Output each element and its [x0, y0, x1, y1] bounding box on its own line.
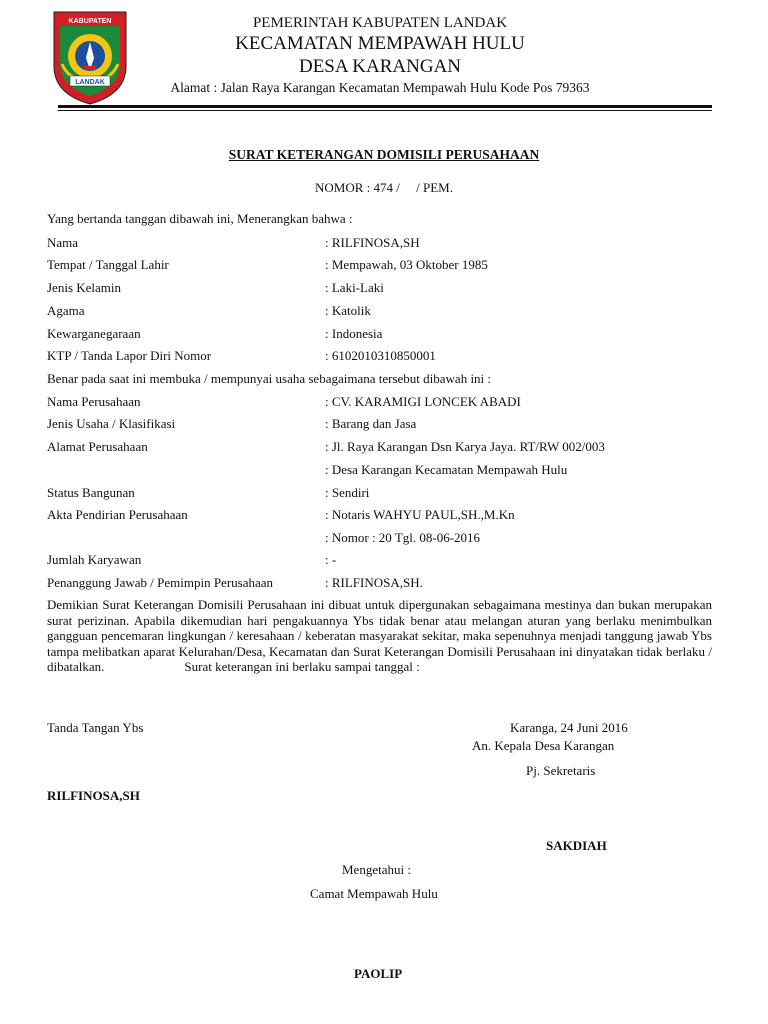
field-label: Jenis Kelamin [47, 280, 122, 295]
field-value: : Indonesia [325, 326, 383, 341]
field-value: : Laki-Laki [325, 280, 384, 295]
field-value: : Jl. Raya Karangan Dsn Karya Jaya. RT/RW 002/003 [325, 439, 605, 454]
field-value: : Katolik [325, 303, 371, 318]
field-value: : 6102010310850001 [325, 348, 436, 363]
document-number: NOMOR : 474 / / PEM. [315, 180, 453, 195]
position-label: Pj. Sekretaris [526, 763, 596, 778]
header-government: PEMERINTAH KABUPATEN LANDAK [252, 15, 508, 31]
closing-paragraph [47, 597, 712, 675]
closing-text: Demikian Surat Keterangan Domisili Perusahaan ini dibuat untuk dipergunakan sebagaimana mestinya dan bukan merupakan surat perizinan. Apabila dikemudian hari pengakuannya Ybs tidak benar atau melangan aturan yang berlaku menimbulkan gangguan pencemaran lingkungan / keresahaan / keberatan masyarakat sekitar, maka sepenuhnya menjadi tanggung jawab Ybs tampa melibatkan aparat Kelurahan/Desa, Kecamatan dan Surat Keterangan Domisili Perusahaan ini dinyatakan tidak berlaku / dibatalkan. [47, 597, 712, 675]
field-value: : RILFINOSA,SH. [325, 575, 423, 590]
header-district: KECAMATAN MEMPAWAH HULU [235, 33, 525, 54]
header-address: Alamat : Jalan Raya Karangan Kecamatan Mempawah Hulu Kode Pos 79363 [170, 80, 590, 95]
field-value: : - [325, 552, 337, 567]
field-label: Penanggung Jawab / Pemimpin Perusahaan [47, 575, 274, 590]
camat-title: Camat Mempawah Hulu [310, 886, 438, 901]
logo-top-text: KABUPATEN [68, 18, 112, 25]
field-label: KTP / Tanda Lapor Diri Nomor [47, 348, 212, 363]
acknowledged-label: Mengetahui : [342, 862, 411, 877]
field-label: Agama [47, 303, 85, 318]
signature-left-label: Tanda Tangan Ybs [47, 720, 144, 735]
logo-bottom-text: LANDAK [75, 79, 105, 86]
field-value: : Nomor : 20 Tgl. 08-06-2016 [325, 530, 481, 545]
intro-text: Yang bertanda tanggan dibawah ini, Menerangkan bahwa : [47, 211, 353, 226]
field-label: Kewarganegaraan [47, 326, 141, 341]
field-label: Nama [47, 235, 79, 250]
field-value: : Barang dan Jasa [325, 416, 417, 431]
camat-name: PAOLIP [354, 966, 403, 981]
field-label: Akta Pendirian Perusahaan [47, 507, 188, 522]
signer-name-right: SAKDIAH [546, 838, 607, 853]
field-label: Jenis Usaha / Klasifikasi [47, 416, 176, 431]
field-label: Tempat / Tanggal Lahir [47, 257, 169, 272]
field-label: Status Bangunan [47, 485, 135, 500]
signer-name-left: RILFINOSA,SH [47, 788, 140, 803]
validity-text: Surat keterangan ini berlaku sampai tanggal : [184, 659, 420, 675]
on-behalf-label: An. Kepala Desa Karangan [472, 738, 615, 753]
field-value: : Sendiri [325, 485, 370, 500]
document-title: SURAT KETERANGAN DOMISILI PERUSAHAAN [228, 147, 540, 162]
field-value: : Notaris WAHYU PAUL,SH.,M.Kn [325, 507, 515, 522]
field-label: Nama Perusahaan [47, 394, 141, 409]
field-value: : Desa Karangan Kecamatan Mempawah Hulu [325, 462, 568, 477]
field-value: : Mempawah, 03 Oktober 1985 [325, 257, 488, 272]
header-rule-thick [58, 105, 712, 108]
field-label: Alamat Perusahaan [47, 439, 148, 454]
field-value: : CV. KARAMIGI LONCEK ABADI [325, 394, 521, 409]
field-value: : RILFINOSA,SH [325, 235, 420, 250]
place-date: Karanga, 24 Juni 2016 [510, 720, 628, 735]
header-rule-thin [58, 110, 712, 111]
field-label: Jumlah Karyawan [47, 552, 142, 567]
business-intro-text: Benar pada saat ini membuka / mempunyai usaha sebagaimana tersebut dibawah ini : [47, 371, 492, 386]
header-village: DESA KARANGAN [298, 56, 462, 77]
